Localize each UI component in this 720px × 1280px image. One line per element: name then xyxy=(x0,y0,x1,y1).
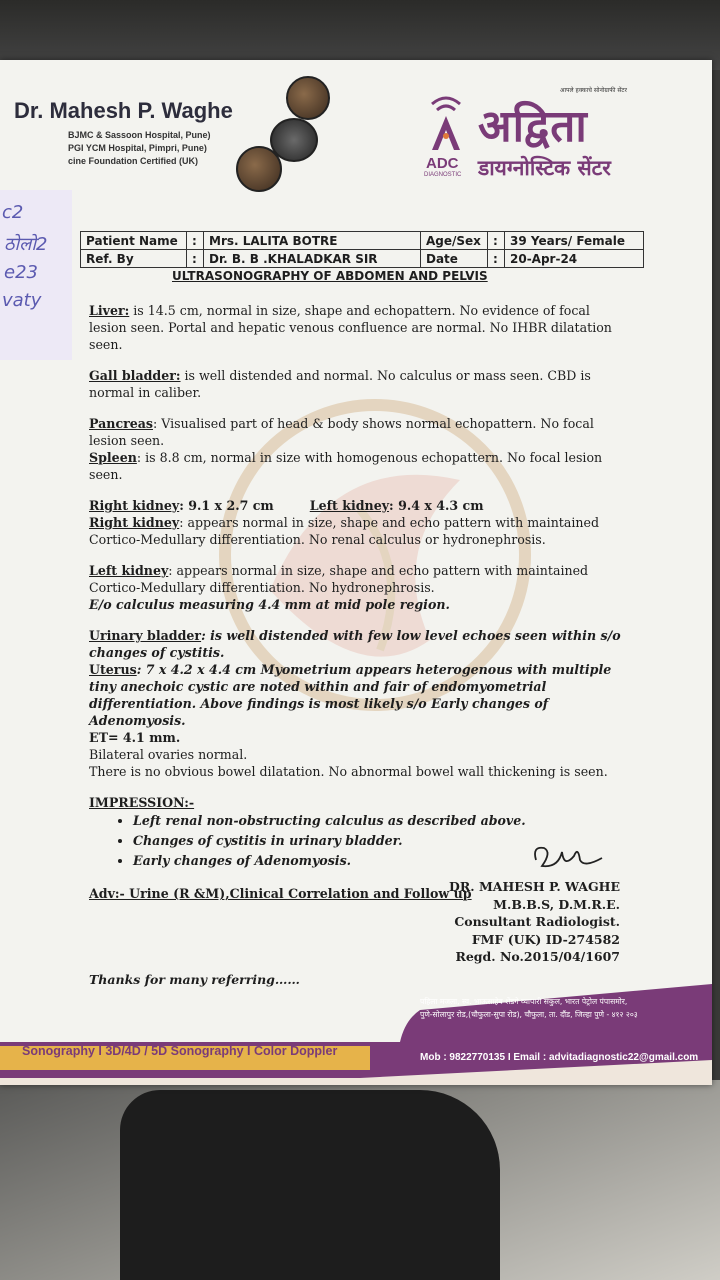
list-item: • Early changes of Adenomyosis. xyxy=(133,851,629,871)
report-body xyxy=(89,302,629,902)
logo-name: अद्विता xyxy=(478,101,588,152)
lk-size: : 9.4 x 4.3 cm xyxy=(389,498,484,513)
spleen-finding xyxy=(89,449,629,483)
logo-tagline: आपले हक्काचे सोनोग्राफी सेंटर xyxy=(560,87,627,94)
sticky-note-line: vaty xyxy=(2,290,42,311)
spleen-text: : is 8.8 cm, normal in size with homogenous echopattern. No focal lesion seen. xyxy=(89,450,603,482)
lk-label: Left kidney xyxy=(89,563,169,578)
spleen-label: Spleen xyxy=(89,450,137,465)
signature-line: FMF (UK) ID-274582 xyxy=(471,931,620,947)
address-line: पुणे-सोलापुर रोड,(चौफुला-सुपा रोड), चौफुला, ता. दौंड, जिल्हा पुणे - ४१२ २०३ xyxy=(420,1010,638,1019)
et-value: ET= 4.1 mm. xyxy=(89,730,181,745)
right-kidney-finding xyxy=(89,514,629,548)
gallbladder-label: Gall bladder: xyxy=(89,368,181,383)
advice: Adv:- Urine (R &M),Clinical Correlation and Follow up xyxy=(89,886,472,901)
logo-abbr: ADC xyxy=(426,155,459,172)
bowel-finding: There is no obvious bowel dilatation. No abnormal bowel wall thickening is seen. xyxy=(89,764,608,779)
services-strip: Sonography I 3D/4D / 5D Sonography I Color Doppler xyxy=(22,1044,338,1058)
name-label: Patient Name xyxy=(81,232,187,250)
logo-abbr-sub: DIAGNOSTIC xyxy=(424,172,462,178)
gallbladder-text: is well distended and normal. No calculus or mass seen. CBD is normal in caliber. xyxy=(89,368,591,400)
logo-subtitle: डायग्नोस्टिक सेंटर xyxy=(478,156,611,180)
rk-size: : 9.1 x 2.7 cm xyxy=(179,498,274,513)
footer-contact: Mob : 9822770135 I Email : advitadiagnostic22@gmail.com xyxy=(420,1052,699,1063)
report-paper xyxy=(0,60,712,1085)
sticky-note-line: e23 xyxy=(4,262,38,283)
background-cloth xyxy=(120,1090,500,1280)
report-date: 20-Apr-24 xyxy=(505,250,644,268)
doctor-name: Dr. Mahesh P. Waghe xyxy=(14,98,233,123)
separator: : xyxy=(488,250,505,268)
address-line: पहिला मजला, स्व. भाऊसाहेब शेंडगे व्यापारी संकुल, भारत पेट्रोल पंपासमोर, xyxy=(420,997,628,1006)
signature-line: M.B.B.S, D.M.R.E. xyxy=(493,896,620,912)
date-label: Date xyxy=(421,250,488,268)
separator: : xyxy=(187,232,204,250)
separator: : xyxy=(187,250,204,268)
baby-photo xyxy=(236,146,282,192)
list-item: • Left renal non-obstructing calculus as described above. xyxy=(133,811,629,831)
rk-label: Right kidney xyxy=(89,515,180,530)
signature-mark xyxy=(528,838,608,878)
lk-text: : appears normal in size, shape and echo pattern with maintained Cortico-Medullary differentiation. No hydronephrosis. xyxy=(89,563,589,595)
signature-line: Regd. No.2015/04/1607 xyxy=(455,949,620,964)
ub-label: Urinary bladder xyxy=(89,628,202,643)
uterus-finding xyxy=(89,661,629,729)
separator: : xyxy=(488,232,505,250)
list-item: • Changes of cystitis in urinary bladder. xyxy=(133,831,629,851)
impression-heading: IMPRESSION:- xyxy=(89,795,195,810)
footer-address xyxy=(420,995,710,1021)
lk-calculus: E/o calculus measuring 4.4 mm at mid pole region. xyxy=(89,597,450,612)
lk-size-label: Left kidney xyxy=(309,498,390,513)
uterus-text: : 7 x 4.2 x 4.4 cm Myometrium appears heterogenous with multiple tiny anechoic cystic are noted within and fair of endomyometrial differentiation. Above findings is most likely s/o Early changes of Adenomyosis. xyxy=(89,662,612,728)
table-row xyxy=(81,250,644,268)
signature-line: Consultant Radiologist. xyxy=(454,914,620,929)
kidney-sizes xyxy=(89,497,629,514)
referring-doctor: Dr. B. B .KHALADKAR SIR xyxy=(204,250,421,268)
ub-text: : is well distended with few low level echoes seen within s/o changes of cystitis. xyxy=(89,628,621,660)
pancreas-label: Pancreas xyxy=(89,416,154,431)
doctor-photo xyxy=(286,76,330,120)
thanks-note: Thanks for many referring…… xyxy=(89,972,300,987)
rk-text: : appears normal in size, shape and echo pattern with maintained Cortico-Medullary differentiation. No renal calculus or hydronephrosis. xyxy=(89,515,600,547)
credential-line: PGI YCM Hospital, Pimpri, Pune) xyxy=(68,143,207,153)
ref-label: Ref. By xyxy=(81,250,187,268)
gallbladder-finding xyxy=(89,367,629,401)
left-kidney-finding xyxy=(89,562,629,596)
credential-line: cine Foundation Certified (UK) xyxy=(68,156,198,166)
table-row xyxy=(81,232,644,250)
credential-line: BJMC & Sassoon Hospital, Pune) xyxy=(68,130,211,140)
pancreas-text: : Visualised part of head & body shows normal echopattern. No focal lesion seen. xyxy=(89,416,594,448)
patient-name: Mrs. LALITA BOTRE xyxy=(204,232,421,250)
bladder-finding xyxy=(89,627,629,661)
rk-size-label: Right kidney xyxy=(89,498,180,513)
liver-text: is 14.5 cm, normal in size, shape and echopattern. No evidence of focal lesion seen. Portal and hepatic venous confluence are normal. No IHBR dilatation seen. xyxy=(89,303,612,352)
sticky-note-line: ठोलो2 xyxy=(4,234,48,255)
age-label: Age/Sex xyxy=(421,232,488,250)
signal-icon xyxy=(422,90,470,152)
patient-age: 39 Years/ Female xyxy=(505,232,644,250)
report-title: ULTRASONOGRAPHY OF ABDOMEN AND PELVIS xyxy=(172,269,488,283)
pancreas-finding xyxy=(89,415,629,449)
signature-block xyxy=(420,878,620,966)
liver-finding xyxy=(89,302,629,353)
ovaries-finding: Bilateral ovaries normal. xyxy=(89,747,248,762)
sticky-note-line: c2 xyxy=(2,202,24,223)
sticky-note xyxy=(0,190,72,360)
liver-label: Liver: xyxy=(89,303,130,318)
patient-table xyxy=(80,231,644,268)
uterus-label: Uterus xyxy=(89,662,137,677)
signature-line: DR. MAHESH P. WAGHE xyxy=(449,879,620,894)
